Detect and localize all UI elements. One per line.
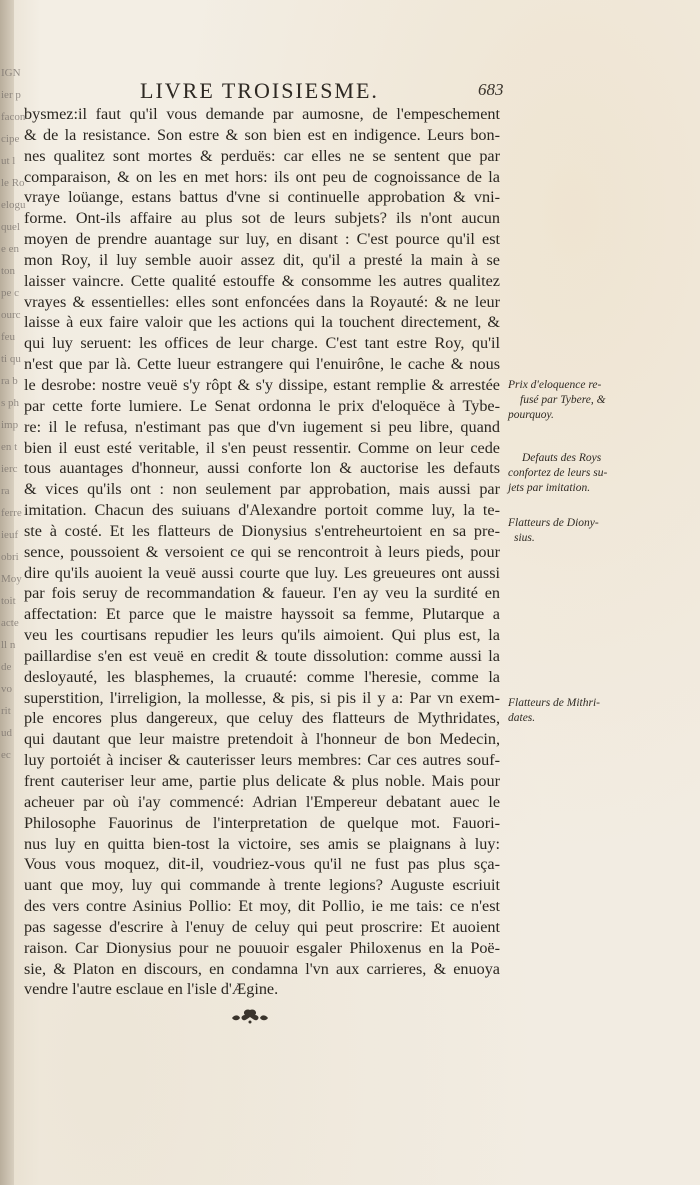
- margin-note-eloquence: [506, 378, 616, 423]
- text-line: vrayes & essentielles: elles sont enfoncées dans la Royauté: & ne leur: [24, 292, 500, 311]
- text-line: mon Roy, il luy semble auoir assez dit, qu'il a presté la main à se: [24, 250, 500, 269]
- text-line: superstition, l'irreligion, la mollesse, & pis, si pis il y a: Par vn exem-: [24, 688, 500, 707]
- margin-note-line: Flatteurs de Mithri-: [508, 697, 600, 709]
- text-line: forme. Ont-ils affaire au plus sot de leurs subjets? ils n'ont aucun: [24, 209, 500, 228]
- margin-note-line: Prix d'eloquence re-: [508, 379, 602, 391]
- text-line: sence, poussoient & versoient ce qui se rencontroit à leurs pieds, pour: [24, 542, 500, 561]
- margin-note-line: Flatteurs de Diony-: [508, 517, 599, 529]
- text-line: & de la resistance. Son estre & son bien est en indigence. Leurs bon-: [24, 125, 500, 144]
- margin-note-dionysius: [506, 516, 616, 546]
- bleed-fragment: e en: [1, 243, 20, 255]
- fleuron-ornament-icon: [228, 1006, 272, 1026]
- margin-note-mithridates: [506, 696, 616, 726]
- body-text: [24, 104, 500, 1000]
- bleed-fragment: rit: [1, 705, 11, 717]
- bleed-fragment: ferre: [1, 507, 22, 519]
- text-line: dire qu'ils auoient la veuë aussi courte que luy. Les greueures ont aussi: [24, 563, 500, 582]
- text-line: ste à costé. Et les flatteurs de Dionysius s'entreheurtoient en sa pre-: [24, 521, 500, 540]
- text-line: par cette forte lumiere. Le Senat ordonna le prix d'eloquëce à Tybe-: [24, 396, 500, 415]
- bleed-fragment: elogu: [1, 199, 26, 211]
- text-line: acheuer par où i'ay commencé: Adrian l'Empereur debatant auec le: [24, 792, 500, 811]
- bleed-through-text: [1, 62, 26, 766]
- text-line: raison. Car Dionysius pour ne pouuoir esgaler Philoxenus en la Poë-: [24, 938, 500, 957]
- text-line: des vers contre Asinius Pollio: Et moy, dit Pollio, ie me tais: ce n'est: [24, 897, 500, 916]
- text-line: nus luy en quitta bien-tost la victoire, ses amis se plaignans à luy:: [24, 834, 500, 853]
- text-line: le desrobe: nostre veuë s'y rôpt & s'y dissipe, estant remplie & arrestée: [24, 375, 500, 394]
- bleed-fragment: ra: [1, 485, 10, 497]
- margin-note-line: fusé par Tybere, &: [520, 394, 606, 406]
- bleed-fragment: le Ro: [1, 177, 25, 189]
- margin-note-line: confortez de leurs su-: [508, 467, 608, 479]
- running-head: LIVRE TROISIESME.: [140, 78, 379, 103]
- margin-note-line: pourquoy.: [508, 409, 554, 421]
- text-line: re: il le refusa, n'estimant pas que d'vn iugement si peu libre, quand: [24, 417, 500, 436]
- text-line: Philosophe Fauorinus de l'interpretation de quelque mot. Fauori-: [24, 813, 500, 832]
- bleed-fragment: s ph: [1, 397, 20, 409]
- text-line: moyen de prendre auantage sur luy, en disant : C'est pource qu'il est: [24, 230, 500, 249]
- text-line: sie, & Platon en discours, en condamna l'vn aux carrieres, & enuoya: [24, 959, 500, 978]
- text-line: vraye loüange, estans battus d'vne si continuelle approbation & vni-: [24, 188, 500, 207]
- bleed-fragment: pe c: [1, 287, 20, 299]
- bleed-fragment: toit: [1, 595, 16, 607]
- text-line: desloyauté, les blasphemes, la cruauté: comme l'heresie, comme la: [24, 667, 500, 686]
- bleed-fragment: ut l: [1, 155, 16, 167]
- bleed-fragment: vo: [1, 683, 12, 695]
- text-line: ple encores plus dangereux, que celuy des flatteurs de Mythridates,: [24, 709, 500, 728]
- text-line: laisser vaincre. Cette qualité estouffe & consomme les autres qualitez: [24, 271, 500, 290]
- text-line: paillardise s'en est veuë en credit & toute dissolution: comme aussi la: [24, 646, 500, 665]
- text-line: veu les courtisans repudier les leurs qu'ils aimoient. Qui plus est, la: [24, 626, 500, 645]
- bleed-fragment: feu: [1, 331, 16, 343]
- bleed-fragment: quel: [1, 221, 20, 233]
- bleed-fragment: ra b: [1, 375, 18, 387]
- text-line: Vous vous moquez, dit-il, voudriez-vous qu'il ne fust pas plus sça-: [24, 855, 500, 874]
- text-line: pas sagesse d'escrire à l'enuy de celuy qui peut proscrire: Et auoient: [24, 917, 500, 936]
- bleed-fragment: en t: [1, 441, 18, 453]
- bleed-fragment: ieuf: [1, 529, 19, 541]
- bleed-fragment: obri: [1, 551, 19, 563]
- text-line: par fois seruy de recommandation & faueur. I'en ay veu la surdité en: [24, 584, 500, 603]
- text-line: bien il eust esté veritable, il s'en peust ressentir. Comme on leur cede: [24, 438, 500, 457]
- bleed-fragment: facon: [1, 111, 26, 123]
- text-line: luy portoiét à inciser & cauterisser leurs membres: Car ces autres souf-: [24, 751, 500, 770]
- bleed-fragment: acte: [1, 617, 19, 629]
- margin-note-line: jets par imitation.: [508, 482, 591, 494]
- margin-note-line: sius.: [514, 532, 535, 544]
- text-line: comparaison, & on les en met hors: ils ont peu de cognoissance de la: [24, 167, 500, 186]
- text-line: tous auantages d'honneur, aussi conforte lon & auctorise les defauts: [24, 459, 500, 478]
- text-line: qui luy seruent: les offices de leur charge. C'est tant estre Roy, qu'il: [24, 334, 500, 353]
- text-line: bysmez:il faut qu'il vous demande par aumosne, de l'empeschement: [24, 105, 500, 123]
- text-line: n'est que par là. Cette lueur estrangere qui l'enuirône, le cache & nous: [24, 355, 500, 374]
- text-line: affectation: Et parce que le maistre hayssoit sa femme, Plutarque a: [24, 605, 500, 624]
- bleed-fragment: imp: [1, 419, 19, 431]
- text-line: laisse à eux faire valoir que les actions qui la touchent directement, &: [24, 313, 500, 332]
- text-line: vendre l'autre esclaue en l'isle d'Ægine.: [24, 980, 279, 999]
- bleed-fragment: ll n: [1, 639, 16, 651]
- bleed-fragment: ierc: [1, 463, 18, 475]
- page-number: 683: [478, 80, 504, 99]
- text-line: imitation. Chacun des suiuans d'Alexandre portoit comme luy, la te-: [24, 501, 500, 520]
- bleed-fragment: de: [1, 661, 12, 673]
- bleed-fragment: ier p: [1, 89, 21, 101]
- bleed-fragment: ourc: [1, 309, 21, 321]
- margin-note-defauts: [506, 451, 616, 496]
- bleed-fragment: cipe: [1, 133, 20, 145]
- margin-note-line: Defauts des Roys: [522, 452, 602, 464]
- text-line: nes qualitez sont mortes & perduës: car elles ne se sentent que par: [24, 146, 500, 165]
- text-line: uant que moy, luy qui commande à trente legions? Auguste escriuit: [24, 876, 500, 895]
- bleed-fragment: ud: [1, 727, 12, 739]
- bleed-fragment: ton: [1, 265, 16, 277]
- bleed-fragment: IGN: [1, 67, 21, 79]
- text-line: qui dautant que leur maistre pretendoit à l'honneur de bon Medecin,: [24, 730, 500, 749]
- text-line: frent cauteriser leur ame, partie plus delicate & plus noble. Mais pour: [24, 772, 500, 790]
- bleed-fragment: ti qu: [1, 353, 21, 365]
- bleed-fragment: Moy: [1, 573, 22, 585]
- text-line: & vices qu'ils ont : non seulement par approbation, mais aussi par: [24, 480, 500, 499]
- bleed-fragment: ec: [1, 749, 11, 761]
- margin-note-line: dates.: [508, 712, 536, 724]
